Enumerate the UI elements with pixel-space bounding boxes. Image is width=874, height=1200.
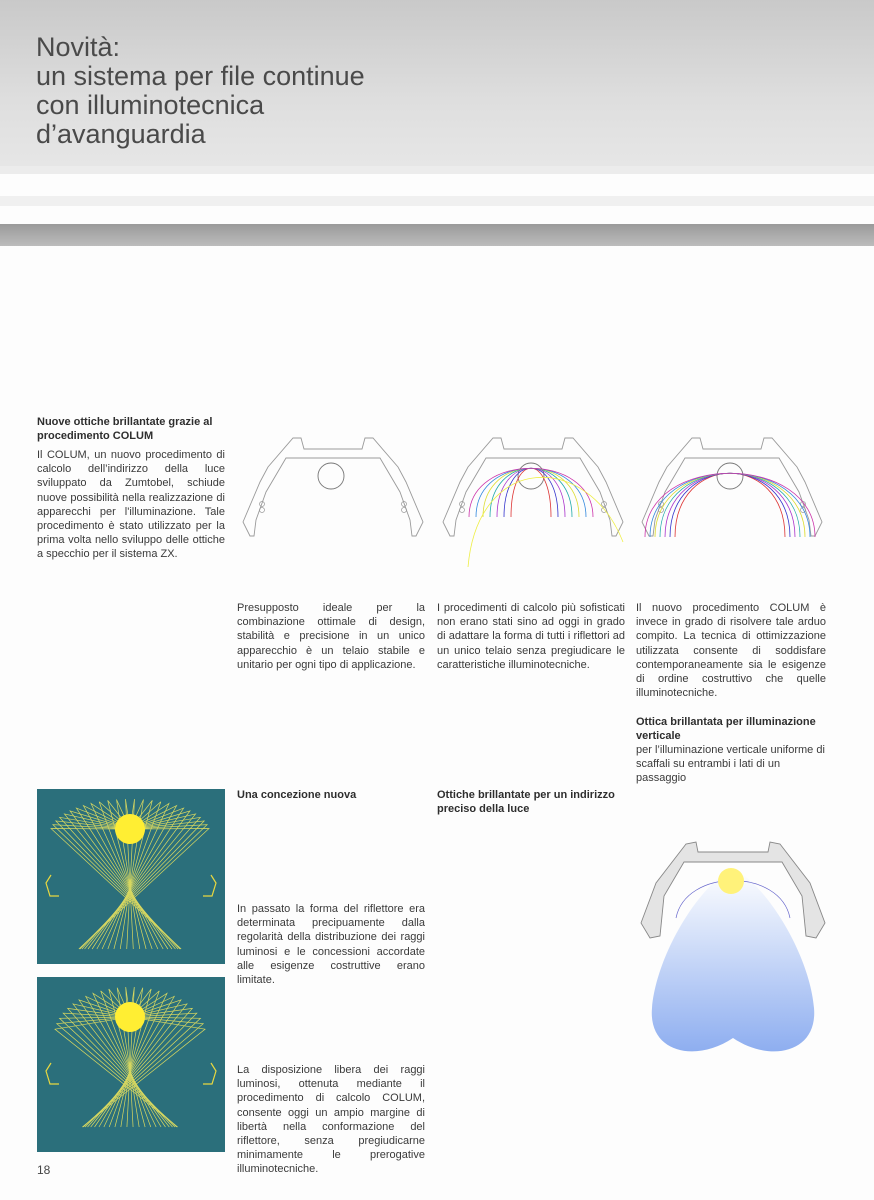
concept-body-2: La disposizione libera dei raggi luminosi, ottenuta mediante il procedimento di calcolo COLUM, consente oggi un ampio margine di libertà nella conformazione del riflettore, senza pregiudicarne minimamente le prerogative illuminotecniche. bbox=[237, 1064, 425, 1176]
light-ray bbox=[490, 468, 572, 517]
gray-band bbox=[0, 224, 874, 246]
page-number: 18 bbox=[37, 1163, 51, 1177]
lamp-icon bbox=[115, 1002, 145, 1032]
light-ray bbox=[650, 473, 810, 537]
light-ray bbox=[665, 473, 795, 537]
screw-icon bbox=[402, 508, 407, 513]
light-ray bbox=[469, 468, 593, 517]
vertical-body: per l’illuminazione verticale uniforme di scaffali su entrambi i lati di un passaggio bbox=[636, 744, 825, 785]
divider bbox=[0, 196, 874, 206]
lamp-circle bbox=[717, 463, 743, 489]
column-2-body: I procedimenti di calcolo più sofisticati non erano stati sino ad oggi in grado di adattare la forma di tutti i riflettori ad un unico telaio senza pregiudicare le caratteristiche illuminotecniche. bbox=[437, 602, 625, 671]
vertical-light-distribution-diagram bbox=[636, 838, 830, 1060]
light-ray bbox=[655, 473, 805, 537]
concept-body-1: In passato la forma del riflettore era determinata precipuamente dalla regolarità della distribuzione dei raggi luminosi e le concessioni accordate alle esigenze costruttive erano limitate. bbox=[237, 903, 425, 987]
lamp-circle bbox=[318, 463, 344, 489]
luminaire-frame bbox=[243, 438, 423, 536]
column-3-body: Il nuovo procedimento COLUM è invece in grado di risolvere tale arduo compito. La tecnica di ottimizzazione utilizzata consente di soddisfare contemporaneamente sia le esigenze di ordine costruttivo che quelle illuminotecniche. bbox=[636, 602, 826, 700]
lamp-icon bbox=[718, 868, 744, 894]
luminaire-rays-diagram-colum bbox=[637, 432, 827, 572]
light-cone bbox=[652, 868, 814, 1051]
page-title bbox=[36, 33, 365, 149]
luminaire-rays-diagram-conventional bbox=[438, 432, 628, 572]
divider bbox=[0, 166, 874, 174]
concept-heading: Una concezione nuova bbox=[237, 789, 357, 801]
ray-diagram-conventional-panel bbox=[37, 789, 225, 964]
title-line: d’avanguardia bbox=[36, 119, 206, 149]
screw-icon bbox=[460, 508, 465, 513]
lamp-icon bbox=[115, 814, 145, 844]
light-ray bbox=[476, 468, 586, 517]
light-ray bbox=[511, 468, 551, 517]
vertical-heading: Ottica brillantata per illuminazione verticale bbox=[636, 716, 816, 743]
title-line: Novità: bbox=[36, 32, 121, 62]
title-line: un sistema per file continue bbox=[36, 61, 365, 91]
ray-diagram-colum-panel bbox=[37, 977, 225, 1152]
luminaire-frame-diagram bbox=[238, 432, 428, 572]
intro-body: Il COLUM, un nuovo procedimento di calcolo dell’indirizzo della luce sviluppato da Zumtobel, schiude nuove possibilità nella realizzazione di apparecchi per l'illuminazione. Tale procedimento è stato utilizzato per la prima volta nello sviluppo delle ottiche a specchio per il sistema ZX. bbox=[37, 449, 225, 561]
lamp-circle bbox=[518, 463, 544, 489]
column-1-body: Presupposto ideale per la combinazione ottimale di design, stabilità e precisione in un unico apparecchio è un telaio stabile e unitario per ogni tipo di applicazione. bbox=[237, 602, 425, 671]
intro-heading: Nuove ottiche brillantate grazie al procedimento COLUM bbox=[37, 416, 213, 443]
screw-icon bbox=[260, 508, 265, 513]
luminaire-frame bbox=[443, 438, 623, 536]
luminaire-frame bbox=[642, 438, 822, 536]
precise-heading: Ottiche brillantate per un indirizzo preciso della luce bbox=[437, 789, 615, 816]
title-line: con illuminotecnica bbox=[36, 90, 265, 120]
